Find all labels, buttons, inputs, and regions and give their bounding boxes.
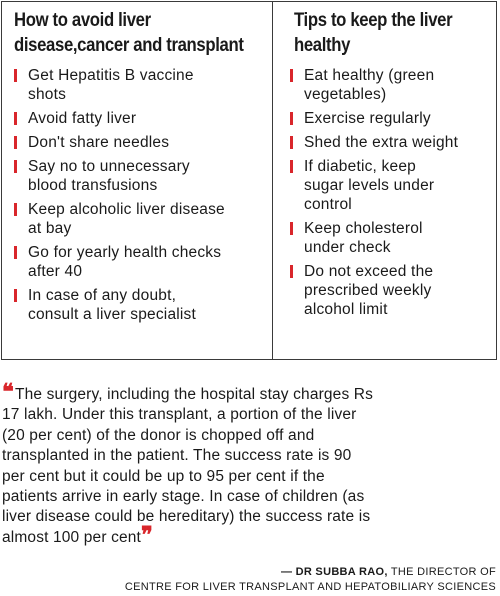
prevention-list (14, 66, 266, 324)
list-item-line: Avoid fatty liver (28, 110, 137, 127)
list-item-line: Shed the extra weight (304, 134, 459, 151)
quote-text: 17 lakh. Under this transplant, a portion of the liver (2, 406, 357, 424)
list-item-line: Don't share needles (28, 134, 170, 151)
quote-line (2, 487, 498, 507)
doctor-quote (2, 379, 498, 548)
list-item-line: shots (28, 86, 67, 103)
list-item (290, 157, 490, 214)
quote-text: almost 100 per cent (2, 528, 141, 546)
list-item-line: blood transfusions (28, 177, 158, 194)
red-bar-bullet-icon (14, 203, 17, 216)
list-item-line: under check (304, 239, 391, 256)
list-item (290, 66, 490, 104)
list-item-line: Get Hepatitis B vaccine (28, 67, 194, 84)
heading-line: Tips to keep the liver (294, 10, 453, 31)
heading-line: How to avoid liver (14, 10, 151, 31)
list-item-line: control (304, 196, 352, 213)
red-bar-bullet-icon (290, 112, 293, 125)
red-bar-bullet-icon (14, 246, 17, 259)
attribution-title: THE DIRECTOR OF (387, 566, 496, 578)
list-item-line: Go for yearly health checks (28, 244, 222, 261)
red-bar-bullet-icon (290, 136, 293, 149)
column-divider (272, 2, 273, 359)
list-item (14, 286, 266, 324)
quote-line (2, 379, 498, 405)
attribution-line-2: CENTRE FOR LIVER TRANSPLANT AND HEPATOBILIARY SCIENCES (124, 581, 496, 593)
red-bar-bullet-icon (290, 69, 293, 82)
list-item-line: at bay (28, 220, 72, 237)
heading-line: disease,cancer and transplant (14, 35, 244, 56)
quote-line (2, 467, 498, 487)
red-bar-bullet-icon (14, 289, 17, 302)
list-item-line: vegetables) (304, 86, 387, 103)
healthy-liver-heading (294, 8, 466, 58)
quote-line (2, 426, 498, 446)
red-bar-bullet-icon (14, 160, 17, 173)
heading-line: healthy (294, 35, 351, 56)
close-quote-icon: ❞ (140, 521, 150, 548)
list-item-line: prescribed weekly (304, 282, 432, 299)
list-item (14, 157, 266, 195)
list-item-line: alcohol limit (304, 301, 388, 318)
healthy-liver-column (290, 8, 490, 324)
open-quote-icon: ❝ (2, 379, 11, 405)
list-item-line: Keep alcoholic liver disease (28, 201, 225, 218)
red-bar-bullet-icon (14, 136, 17, 149)
red-bar-bullet-icon (290, 160, 293, 173)
red-bar-bullet-icon (14, 69, 17, 82)
list-item-line: Keep cholesterol (304, 220, 423, 237)
list-item (290, 219, 490, 257)
attribution-line-1 (281, 566, 496, 578)
list-item (14, 243, 266, 281)
quote-line (2, 521, 498, 548)
list-item-line: If diabetic, keep (304, 158, 416, 175)
list-item-line: consult a liver specialist (28, 306, 197, 323)
list-item (290, 133, 490, 152)
quote-text: (20 per cent) of the donor is chopped off and (2, 426, 315, 444)
list-item-line: after 40 (28, 263, 83, 280)
healthy-liver-list (290, 66, 490, 319)
quote-line (2, 446, 498, 466)
list-item (14, 200, 266, 238)
list-item-line: Say no to unnecessary (28, 158, 190, 175)
list-item-line: sugar levels under (304, 177, 435, 194)
list-item (14, 133, 266, 152)
red-bar-bullet-icon (14, 112, 17, 125)
list-item-line: Eat healthy (green (304, 67, 435, 84)
quote-line (2, 405, 498, 425)
quote-line (2, 507, 498, 527)
red-bar-bullet-icon (290, 222, 293, 235)
quote-text: per cent but it could be up to 95 per cent if the (2, 467, 325, 485)
quote-text: transplanted in the patient. The success rate is 90 (2, 447, 352, 465)
list-item-line: In case of any doubt, (28, 287, 177, 304)
list-item-line: Do not exceed the (304, 263, 434, 280)
list-item (290, 109, 490, 128)
attribution-name: — DR SUBBA RAO, (280, 566, 388, 578)
prevention-heading (14, 8, 244, 58)
tips-box (1, 1, 497, 360)
red-bar-bullet-icon (290, 265, 293, 278)
list-item (14, 109, 266, 128)
list-item (290, 262, 490, 319)
quote-text: liver disease could be hereditary) the success rate is (2, 508, 371, 526)
list-item-line: Exercise regularly (304, 110, 431, 127)
list-item (14, 66, 266, 104)
prevention-column (14, 8, 266, 329)
quote-text: The surgery, including the hospital stay charges Rs (15, 386, 374, 403)
quote-text: patients arrive in early stage. In case of children (as (2, 488, 365, 506)
